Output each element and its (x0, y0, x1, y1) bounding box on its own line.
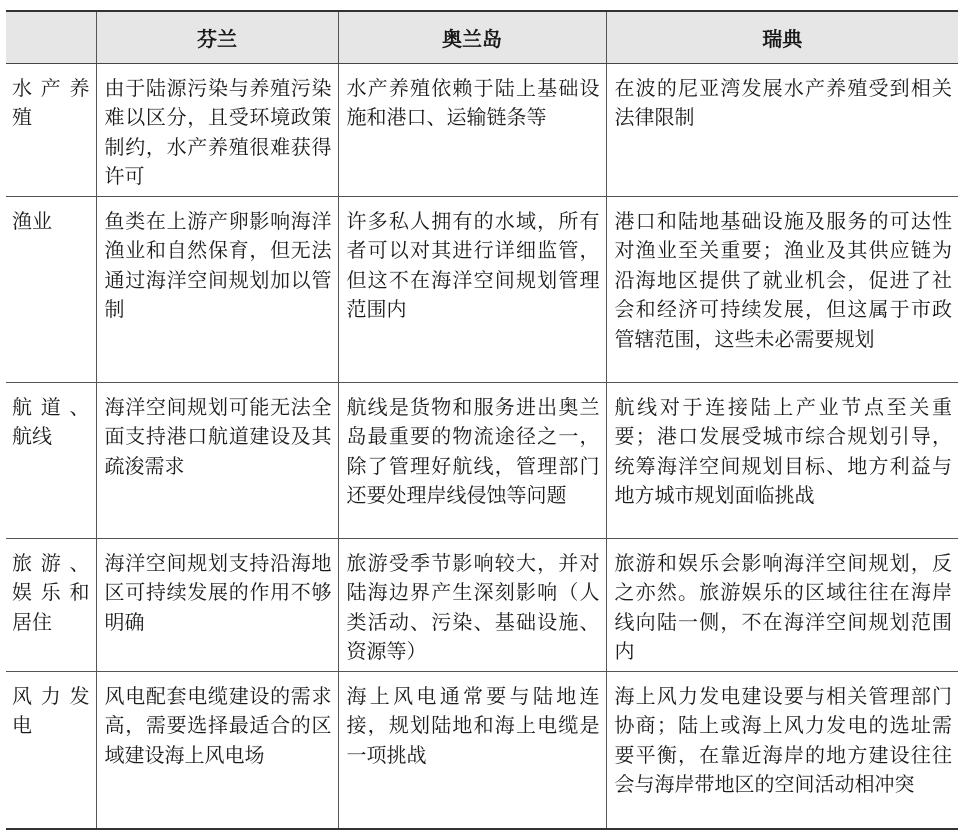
row-category: 旅游、娱乐和居住 (6, 538, 96, 671)
row-category: 航道、航线 (6, 382, 96, 538)
table-header-row (6, 11, 958, 63)
cell-sweden: 海上风力发电建设要与相关管理部门协商；陆上或海上风力发电的选址需要平衡，在靠近海岸的地方建设往往会与海岸带地区的空间活动相冲突 (606, 671, 958, 829)
table-row (6, 63, 958, 196)
cell-finland: 海洋空间规划支持沿海地区可持续发展的作用不够明确 (96, 538, 338, 671)
row-category: 风力发电 (6, 671, 96, 829)
cell-finland: 风电配套电缆建设的需求高，需要选择最适合的区域建设海上风电场 (96, 671, 338, 829)
header-finland: 芬兰 (96, 11, 338, 63)
cell-aland: 海上风电通常要与陆地连接，规划陆地和海上电缆是一项挑战 (338, 671, 606, 829)
cell-aland: 许多私人拥有的水域，所有者可以对其进行详细监管，但这不在海洋空间规划管理范围内 (338, 196, 606, 382)
header-sweden: 瑞典 (606, 11, 958, 63)
table-row (6, 538, 958, 671)
cell-finland: 由于陆源污染与养殖污染难以区分，且受环境政策制约，水产养殖很难获得许可 (96, 63, 338, 196)
row-category: 水产养殖 (6, 63, 96, 196)
cell-sweden: 港口和陆地基础设施及服务的可达性对渔业至关重要；渔业及其供应链为沿海地区提供了就业机会，促进了社会和经济可持续发展，但这属于市政管辖范围，这些未必需要规划 (606, 196, 958, 382)
cell-sweden: 旅游和娱乐会影响海洋空间规划，反之亦然。旅游娱乐的区域往往在海岸线向陆一侧，不在海洋空间规划范围内 (606, 538, 958, 671)
header-aland: 奥兰岛 (338, 11, 606, 63)
row-category: 渔业 (6, 196, 96, 382)
cell-finland: 鱼类在上游产卵影响海洋渔业和自然保育，但无法通过海洋空间规划加以管制 (96, 196, 338, 382)
cell-aland: 旅游受季节影响较大，并对陆海边界产生深刻影响（人类活动、污染、基础设施、资源等） (338, 538, 606, 671)
comparison-table-container (6, 10, 958, 830)
table-row (6, 196, 958, 382)
cell-sweden: 在波的尼亚湾发展水产养殖受到相关法律限制 (606, 63, 958, 196)
cell-sweden: 航线对于连接陆上产业节点至关重要；港口发展受城市综合规划引导，统筹海洋空间规划目标、地方利益与地方城市规划面临挑战 (606, 382, 958, 538)
msp-comparison-table (6, 10, 958, 830)
cell-finland: 海洋空间规划可能无法全面支持港口航道建设及其疏浚需求 (96, 382, 338, 538)
header-category (6, 11, 96, 63)
table-row (6, 382, 958, 538)
cell-aland: 水产养殖依赖于陆上基础设施和港口、运输链条等 (338, 63, 606, 196)
table-row (6, 671, 958, 829)
cell-aland: 航线是货物和服务进出奥兰岛最重要的物流途径之一，除了管理好航线，管理部门还要处理岸线侵蚀等问题 (338, 382, 606, 538)
